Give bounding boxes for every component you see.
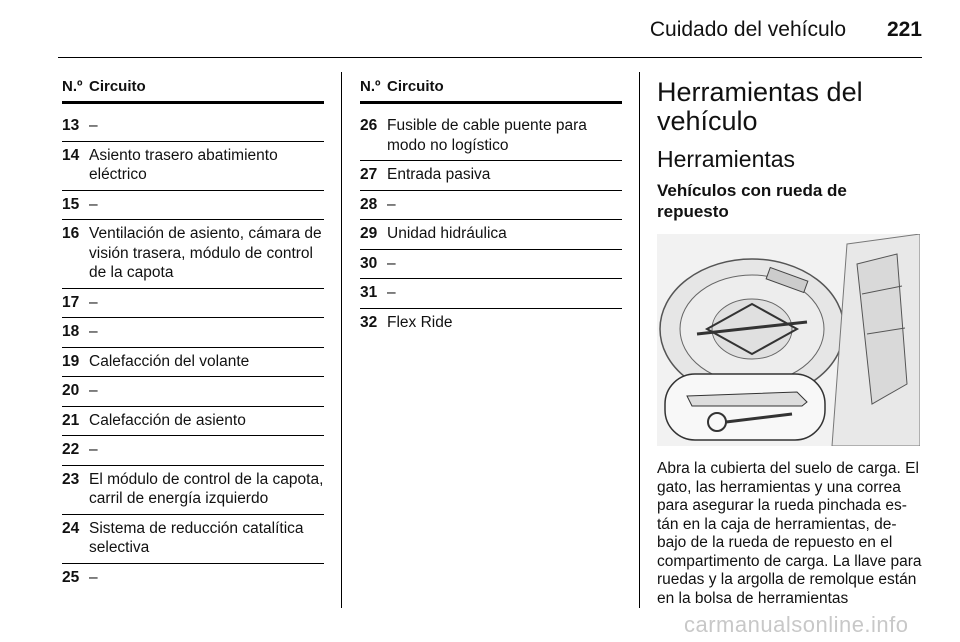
table-row xyxy=(360,161,622,191)
column-divider xyxy=(341,72,342,608)
circuit-description: Flex Ride xyxy=(387,313,453,331)
fuse-number: 28 xyxy=(360,195,378,213)
fuse-number: 27 xyxy=(360,166,378,183)
circuit-description: Calefacción de asiento xyxy=(89,411,246,429)
table-row xyxy=(360,309,622,338)
fuse-number: 15 xyxy=(62,195,80,213)
fuse-number: 16 xyxy=(62,225,80,242)
table-row xyxy=(360,112,622,161)
fuse-table-2 xyxy=(360,78,622,337)
column-divider xyxy=(639,72,640,608)
circuit-description: Ventilación de asiento, cámara de visión trasera, módulo de control de la capota xyxy=(89,225,322,281)
fuse-number: 21 xyxy=(62,411,80,429)
fuse-number: 30 xyxy=(360,254,378,272)
page-number: 221 xyxy=(886,18,922,41)
circuit-description: – xyxy=(89,117,98,134)
circuit-description: – xyxy=(89,293,98,311)
fuse-table-1 xyxy=(62,78,324,592)
table-row xyxy=(62,112,324,142)
circuit-description: Sistema de reducción catalítica selectiva xyxy=(89,519,304,556)
circuit-description: – xyxy=(89,323,98,340)
col-circuit-header: Circuito xyxy=(89,78,146,95)
col-circuit-header: Circuito xyxy=(387,78,444,95)
circuit-description: – xyxy=(387,254,396,272)
circuit-description: Asiento trasero abatimiento eléctrico xyxy=(89,146,278,183)
circuit-description: Calefacción del volante xyxy=(89,352,250,370)
table-row xyxy=(360,279,622,309)
fuse-number: 23 xyxy=(62,470,80,488)
table-row xyxy=(62,407,324,437)
table-row xyxy=(360,250,622,280)
table-row xyxy=(62,377,324,407)
fuse-number: 32 xyxy=(360,313,378,331)
col-no-header: N.º xyxy=(360,78,381,95)
table-row xyxy=(62,191,324,221)
fuse-number: 17 xyxy=(62,293,80,311)
table-row xyxy=(62,318,324,348)
circuit-description: – xyxy=(89,382,98,399)
table-row xyxy=(360,220,622,250)
table-header xyxy=(62,78,324,104)
header-divider xyxy=(58,57,922,58)
col-no-header: N.º xyxy=(62,78,83,95)
fuse-number: 18 xyxy=(62,323,80,340)
fuse-number: 26 xyxy=(360,117,378,134)
circuit-description: Unidad hidráulica xyxy=(387,225,507,242)
circuit-description: – xyxy=(89,441,98,458)
fuse-number: 13 xyxy=(62,117,80,134)
circuit-description: El módulo de control de la capota, carril de energía izquierdo xyxy=(89,470,324,507)
fuse-number: 19 xyxy=(62,352,80,370)
circuit-description: – xyxy=(89,568,98,586)
table-row xyxy=(62,436,324,466)
table-row xyxy=(360,191,622,221)
tools-section xyxy=(657,78,922,608)
fuse-number: 24 xyxy=(62,519,80,537)
section-body-text: Abra la cubierta del suelo de carga. El gato, las herramientas y una correa para asegurar la rueda pinchada es- tán en la caja de herramientas, de- bajo de la rueda de repuesto en el compartimento de carga. La llave para ruedas y la argolla de remolque están en la bolsa de herramientas xyxy=(657,460,922,607)
circuit-description: – xyxy=(387,284,396,301)
circuit-description: Fusible de cable puente para modo no logístico xyxy=(387,117,587,154)
section-title: Herramientas del vehículo xyxy=(657,77,863,136)
page-header-title: Cuidado del vehículo xyxy=(649,18,846,41)
fuse-number: 31 xyxy=(360,284,378,301)
table-row xyxy=(62,348,324,378)
spare-wheel-tools-illustration xyxy=(657,234,920,446)
table-row xyxy=(62,515,324,564)
table-row xyxy=(62,142,324,191)
fuse-number: 22 xyxy=(62,441,80,458)
circuit-description: Entrada pasiva xyxy=(387,166,491,183)
fuse-number: 29 xyxy=(360,225,378,242)
circuit-description: – xyxy=(89,195,98,213)
table-row xyxy=(62,220,324,289)
fuse-number: 20 xyxy=(62,382,80,399)
subsection-title: Herramientas xyxy=(657,146,796,172)
fuse-number: 25 xyxy=(62,568,80,586)
watermark: carmanualsonline.info xyxy=(684,612,909,637)
table-row xyxy=(62,466,324,515)
fuse-number: 14 xyxy=(62,146,80,164)
sub-subsection-title: Vehículos con rueda de repuesto xyxy=(657,181,847,221)
table-header xyxy=(360,78,622,104)
table-row xyxy=(62,564,324,593)
table-row xyxy=(62,289,324,319)
circuit-description: – xyxy=(387,195,396,213)
